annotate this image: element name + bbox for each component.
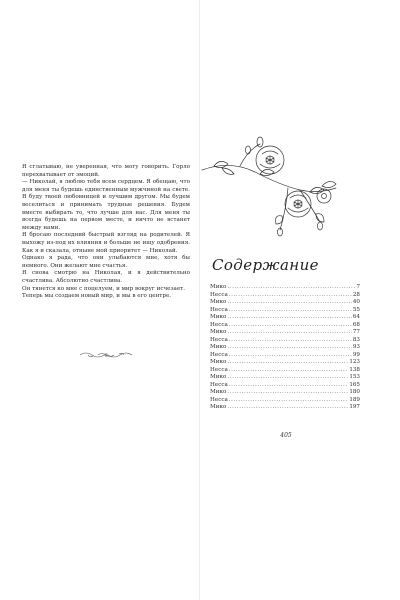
paragraph: Однако я рада, что они улыбаются мне, хотя бы немного. Они желают мне счастья. bbox=[22, 255, 190, 269]
paragraph: Теперь мы создаем новый мир, и мы в его центре. bbox=[22, 293, 172, 300]
paragraph: Я снова смотрю на Николая, и я действительно счастлива. Абсолютно счастлива. bbox=[22, 270, 190, 284]
toc-entry-page: 64 bbox=[352, 314, 360, 320]
toc-entry bbox=[210, 292, 360, 300]
toc-entry-name: Несса bbox=[210, 396, 228, 403]
toc-entry bbox=[210, 284, 360, 292]
toc-title: Содержание bbox=[212, 256, 319, 274]
toc-entry-leader bbox=[227, 359, 348, 367]
toc-entry-name: Несса bbox=[210, 366, 228, 373]
rose-branch-illustration bbox=[200, 130, 340, 242]
toc-entry bbox=[210, 322, 360, 330]
toc-entry bbox=[210, 299, 360, 307]
toc-entry-page: 68 bbox=[352, 321, 360, 328]
toc-entry bbox=[210, 382, 360, 390]
toc-entry bbox=[210, 367, 360, 375]
toc-entry-page: 28 bbox=[352, 291, 360, 298]
toc-entry-leader bbox=[229, 322, 352, 330]
toc-entry bbox=[210, 359, 360, 367]
toc-entry-name: Мико bbox=[210, 404, 227, 410]
toc-entry-leader bbox=[229, 337, 352, 345]
toc-entry bbox=[210, 329, 360, 337]
toc-entry-leader bbox=[229, 382, 349, 390]
paragraph: Я бросаю последний быстрый взгляд на родителей. Я выхожу из-под их влияния и больше не ищу одобрения. Как я и сказала, отныне мой приоритет — Николай. bbox=[22, 232, 190, 254]
toc-entry-leader bbox=[227, 344, 352, 352]
toc-entry bbox=[210, 374, 360, 382]
toc-entry-leader bbox=[227, 389, 348, 397]
toc-entry-page: 197 bbox=[349, 404, 360, 410]
toc-entry-page: 138 bbox=[349, 366, 360, 373]
toc-entry-leader bbox=[229, 307, 352, 315]
toc-entry-leader bbox=[227, 404, 348, 412]
toc-entry-name: Мико bbox=[210, 329, 227, 335]
toc-entry-leader bbox=[227, 284, 355, 292]
toc-entry-page: 40 bbox=[352, 299, 360, 305]
toc-entry-name: Несса bbox=[210, 336, 228, 343]
toc-entry-name: Мико bbox=[210, 359, 227, 365]
toc-entry-name: Несса bbox=[210, 291, 228, 298]
toc-entry-name: Мико bbox=[210, 344, 227, 350]
scroll-divider-icon bbox=[78, 350, 134, 360]
toc-entry bbox=[210, 314, 360, 322]
toc-entry bbox=[210, 344, 360, 352]
toc-entry-leader bbox=[229, 292, 352, 300]
toc-entry-name: Несса bbox=[210, 351, 228, 358]
toc-entry-page: 77 bbox=[352, 329, 360, 335]
toc-entry-leader bbox=[227, 299, 352, 307]
toc-entry-name: Мико bbox=[210, 374, 227, 380]
toc-entry-name: Несса bbox=[210, 381, 228, 388]
toc-entry bbox=[210, 337, 360, 345]
paragraph: Я сглатываю, не уверенная, что могу говорить. Горло перехватывает от эмоций. bbox=[22, 164, 190, 178]
toc-entry-name: Несса bbox=[210, 306, 228, 313]
toc-entry-leader bbox=[229, 367, 349, 375]
toc-entry-page: 93 bbox=[352, 344, 360, 350]
toc-entry-leader bbox=[227, 329, 352, 337]
paragraph: — Николай, я люблю тебя всем сердцем. Я обещаю, что для меня ты будешь единственным мужчиной на свете. Я буду твоей любовницей и лучшим другом. Мы будем веселиться и принимать трудные решения. Будем вместе выбирать то, что лучше для нас. Для меня ты всегда будешь на первом месте, и ничто не встанет между нами. bbox=[22, 179, 190, 231]
toc-entry-page: 123 bbox=[349, 359, 360, 365]
page-gutter bbox=[199, 0, 200, 600]
toc-entry-page: 99 bbox=[352, 351, 360, 358]
toc-entry-name: Несса bbox=[210, 321, 228, 328]
toc-entry bbox=[210, 307, 360, 315]
toc-entry-page: 55 bbox=[352, 306, 360, 313]
toc-entry-page: 83 bbox=[352, 336, 360, 343]
toc-entry-name: Мико bbox=[210, 284, 227, 290]
toc-entry bbox=[210, 404, 360, 412]
toc-entry-page: 153 bbox=[349, 374, 360, 380]
toc-entry-name: Мико bbox=[210, 299, 227, 305]
toc-entry-name: Мико bbox=[210, 314, 227, 320]
toc-entry-page: 165 bbox=[349, 381, 360, 388]
toc-entry-leader bbox=[229, 397, 349, 405]
left-page-text bbox=[22, 164, 190, 301]
toc-entry-name: Мико bbox=[210, 389, 227, 395]
page-number: 405 bbox=[280, 432, 292, 439]
toc-entry-page: 189 bbox=[349, 396, 360, 403]
toc-entry bbox=[210, 352, 360, 360]
toc-entry bbox=[210, 389, 360, 397]
toc-entry-leader bbox=[229, 352, 352, 360]
toc-entry-page: 180 bbox=[349, 389, 360, 395]
table-of-contents bbox=[210, 284, 360, 412]
toc-entry-leader bbox=[227, 374, 348, 382]
toc-entry-page: 7 bbox=[356, 284, 360, 290]
paragraph: Он тянется ко мне с поцелуем, и мир вокруг исчезает. bbox=[22, 285, 186, 292]
toc-entry bbox=[210, 397, 360, 405]
toc-entry-leader bbox=[227, 314, 352, 322]
